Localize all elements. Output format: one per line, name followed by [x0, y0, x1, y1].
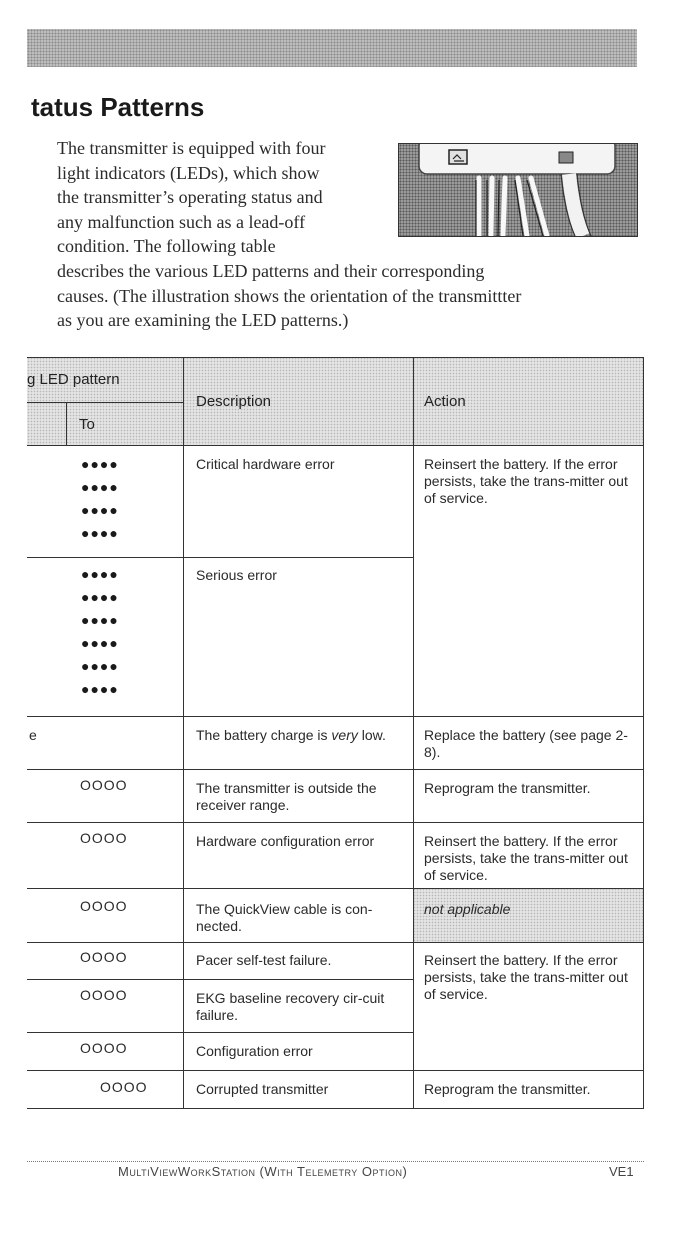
- col-rule-description: [183, 357, 184, 1109]
- action-cell: Reprogram the transmitter.: [424, 780, 591, 796]
- table-bottom-rule: [27, 1108, 644, 1109]
- intro-line: light indicators (LEDs), which show: [57, 162, 320, 183]
- table-right-rule: [643, 357, 644, 1109]
- led-pattern-off: OOOO: [80, 987, 128, 1003]
- led-pattern-off: OOOO: [80, 777, 128, 793]
- transmitter-drawing: [399, 144, 637, 236]
- intro-line: as you are examining the LED patterns.): [57, 310, 349, 331]
- description-cell: The transmitter is outside the receiver range.: [196, 780, 377, 813]
- action-cell: not applicable: [424, 901, 511, 917]
- header-sub-rule: [27, 402, 183, 403]
- description-cell: Hardware configuration error: [196, 833, 375, 849]
- intro-line: condition. The following table: [57, 236, 276, 257]
- intro-line: The transmitter is equipped with four: [57, 138, 326, 158]
- intro-line: causes. (The illustration shows the orientation of the transmittter: [57, 285, 522, 306]
- led-pattern-off: OOOO: [80, 1040, 128, 1056]
- description-cell: Configuration error: [196, 1043, 313, 1059]
- transmitter-illustration: [398, 143, 638, 237]
- col-rule-action: [413, 357, 414, 1109]
- row-rule: [27, 1032, 413, 1033]
- header-bottom-rule: [27, 445, 644, 446]
- intro-line: the transmitter’s operating status and: [57, 187, 323, 208]
- row-rule: [27, 769, 644, 770]
- table-top-rule: [27, 357, 644, 358]
- action-cell: Reinsert the battery. If the error persists, take the trans-mitter out of service.: [424, 952, 628, 1002]
- led-pattern-solid: ●●●● ●●●● ●●●● ●●●●: [81, 456, 119, 541]
- led-status-table: [27, 357, 644, 1109]
- header-led-pattern: g LED pattern: [27, 371, 120, 388]
- section-title: tatus Patterns: [31, 92, 205, 122]
- led-pattern-off: OOOO: [80, 830, 128, 846]
- action-cell: Reinsert the battery. If the error persists, take the trans-mitter out of service.: [424, 456, 628, 506]
- row-rule: [27, 1070, 644, 1071]
- led-pattern-label: e: [29, 727, 37, 743]
- header-band: [27, 29, 637, 67]
- row-rule: [27, 942, 644, 943]
- row-rule: [27, 716, 644, 717]
- description-cell: [196, 727, 401, 744]
- row-rule: [27, 557, 413, 558]
- description-cell: Serious error: [196, 567, 277, 583]
- description-cell: Corrupted transmitter: [196, 1081, 329, 1097]
- led-pattern-off: OOOO: [80, 949, 128, 965]
- row-rule: [27, 822, 644, 823]
- description-emphasis: very: [331, 727, 358, 743]
- page-number: VE1: [609, 1164, 634, 1179]
- description-cell: EKG baseline recovery cir-cuit failure.: [196, 990, 385, 1023]
- footer-rule: [27, 1161, 644, 1163]
- description-cell: The QuickView cable is con-nected.: [196, 901, 373, 934]
- intro-line: describes the various LED patterns and their corresponding: [57, 260, 485, 281]
- description-text: The battery charge is: [196, 727, 332, 743]
- footer-title: MultiViewWorkStation (With Telemetry Option): [118, 1164, 408, 1179]
- header-action: Action: [424, 393, 466, 410]
- action-cell: Reinsert the battery. If the error persists, take the trans-mitter out of service.: [424, 833, 628, 883]
- header-sub-divider: [66, 402, 67, 446]
- action-cell: Replace the battery (see page 2-8).: [424, 727, 628, 760]
- intro-line: any malfunction such as a lead-off: [57, 211, 306, 232]
- description-cell: Critical hardware error: [196, 456, 335, 472]
- row-rule: [27, 888, 644, 889]
- row-rule: [27, 979, 413, 980]
- description-cell: Pacer self-test failure.: [196, 952, 332, 968]
- header-to: To: [79, 416, 95, 433]
- description-text: low.: [357, 727, 386, 743]
- led-pattern-solid: ●●●● ●●●● ●●●● ●●●● ●●●● ●●●●: [81, 566, 119, 697]
- action-cell: Reprogram the transmitter.: [424, 1081, 591, 1097]
- header-description: Description: [196, 393, 272, 410]
- led-pattern-off: OOOO: [80, 898, 128, 914]
- led-pattern-off: OOOO: [100, 1079, 148, 1095]
